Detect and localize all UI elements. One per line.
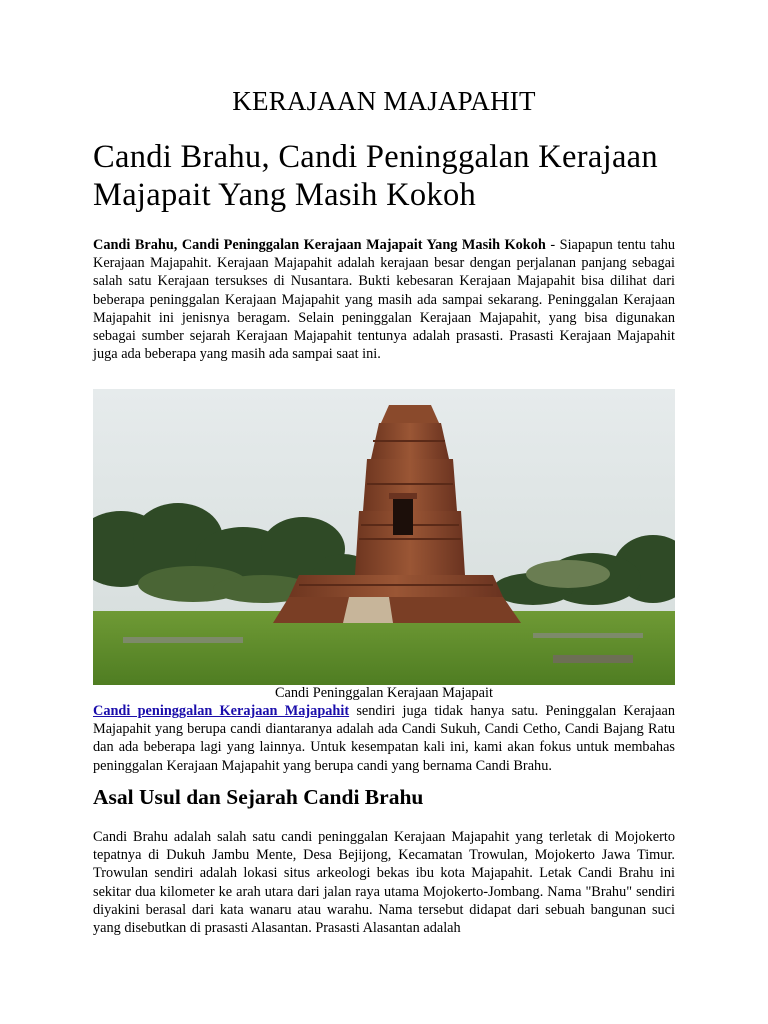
intro-bold-lead: Candi Brahu, Candi Peninggalan Kerajaan Majapait Yang Masih Kokoh xyxy=(93,237,546,253)
candi-peninggalan-link[interactable]: Candi peninggalan Kerajaan Majapahit xyxy=(93,703,350,719)
second-paragraph xyxy=(93,702,675,775)
section-heading: Asal Usul dan Sejarah Candi Brahu xyxy=(93,785,424,809)
intro-paragraph xyxy=(93,236,675,363)
intro-text: - Siapapun tentu tahu Kerajaan Majapahit. Kerajaan Majapahit adalah kerajaan besar dengan perjalanan panjang sebagai salah satu Kerajaan tersukses di Nusantara. Bukti kebesaran Kerajaan Majapahit bisa dilihat dari beberapa peninggalan Kerajaan Majapahit yang masih ada sampai sekarang. Peninggalan Kerajaan Majapahit ini jenisnya beragam. Selain peninggalan Kerajaan Majapahit, yang bisa digunakan sebagai sumber sejarah Kerajaan Majapahit tentunya adalah prasasti. Prasasti Kerajaan Majapahit juga ada beberapa yang masih ada sampai saat ini. xyxy=(93,237,676,363)
article-headline: Candi Brahu, Candi Peninggalan Kerajaan Majapait Yang Masih Kokoh xyxy=(93,139,658,213)
document-title: KERAJAAN MAJAPAHIT xyxy=(232,86,536,116)
candi-brahu-photo xyxy=(93,389,675,685)
second-paragraph-text: sendiri juga tidak hanya satu. Peninggalan Kerajaan Majapahit yang berupa candi diantaranya adalah ada Candi Sukuh, Candi Cetho, Candi Bajang Ratu dan ada beberapa lagi yang lainnya. Untuk kesempatan kali ini, kami akan fokus untuk membahas peninggalan Kerajaan Majapahit yang berupa candi yang bernama Candi Brahu. xyxy=(93,703,675,774)
photo-caption: Candi Peninggalan Kerajaan Majapait xyxy=(275,685,493,701)
section-paragraph: Candi Brahu adalah salah satu candi peninggalan Kerajaan Majapahit yang terletak di Mojokerto tepatnya di Dukuh Jambu Mente, Desa Bejijong, Kecamatan Trowulan, Mojokerto Jawa Timur. Trowulan sendiri adalah lokasi situs arkeologi bekas ibu kota Majapahit. Letak Candi Brahu ini sekitar dua kilometer ke arah utara dari jalan raya utama Mojokerto-Jombang. Nama "Brahu" sendiri diyakini berasal dari kata wanaru atau warahu. Nama tersebut didapat dari sebuah bangunan suci yang disebutkan di prasasti Alasantan. Prasasti Alasantan adalah xyxy=(93,829,675,937)
